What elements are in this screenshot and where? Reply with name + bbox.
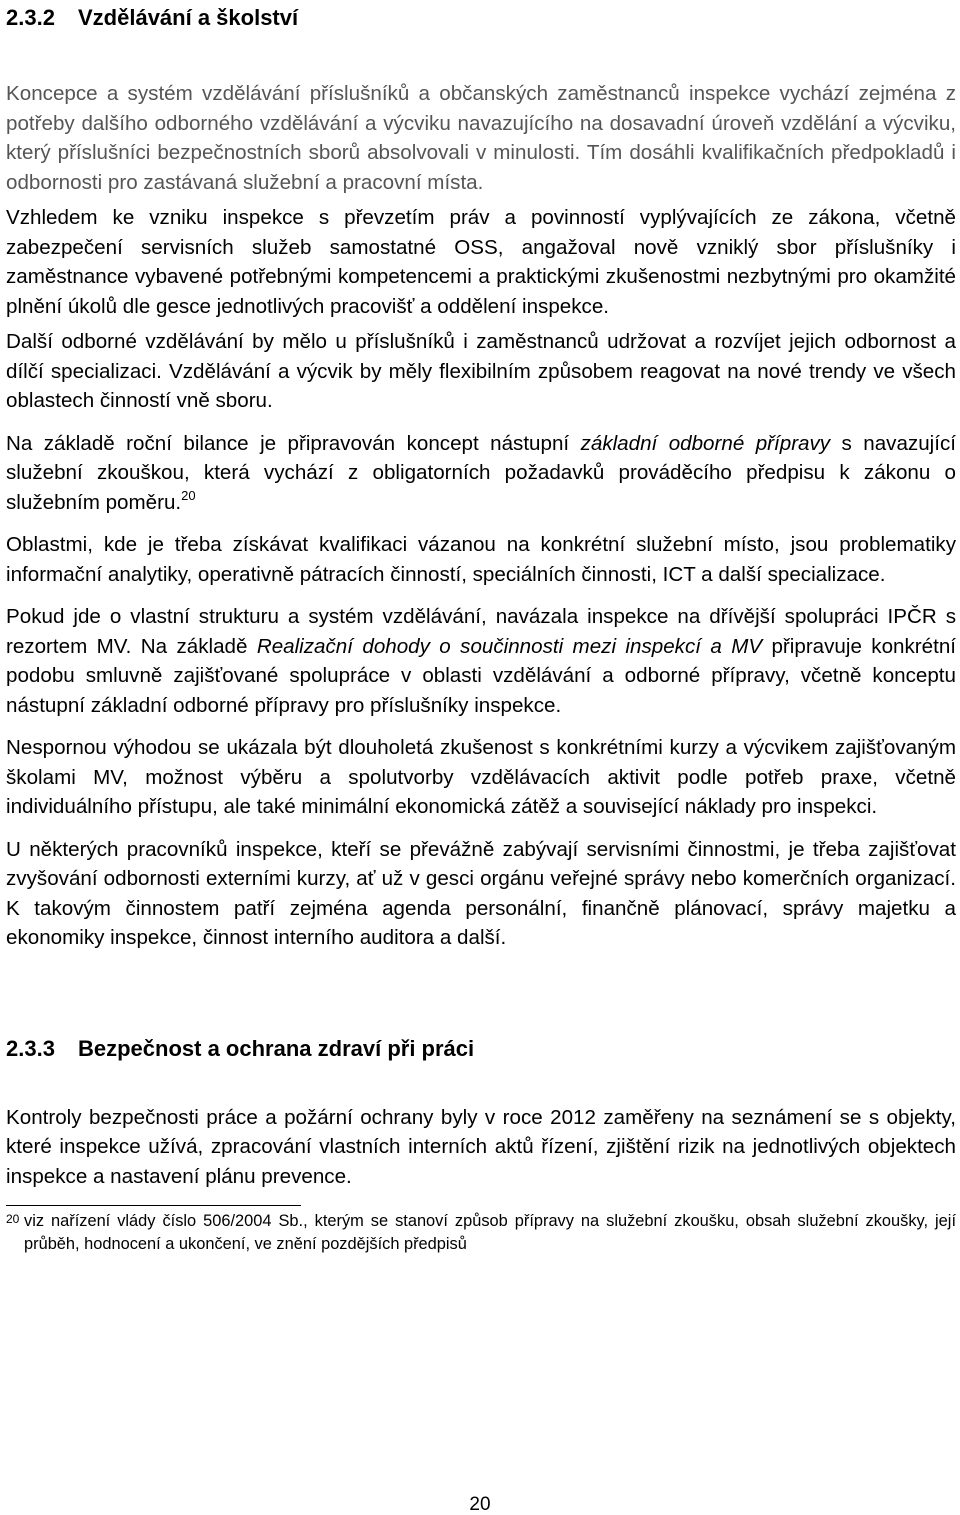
footnote-mark: 20 — [6, 1212, 20, 1226]
page-number: 20 — [469, 1494, 491, 1515]
text-run: připravuje konkrétní podobu smluvně zajišťované spolupráce v oblasti vzdělávání a odborné přípravy, včetně konceptu nástupní základní odborné přípravy pro příslušníky inspekce. — [6, 634, 956, 717]
footnote-separator — [6, 1205, 301, 1206]
section-number: 2.3.2 — [6, 5, 55, 30]
paragraph — [6, 429, 956, 518]
spacer — [6, 953, 956, 1035]
spacer — [6, 32, 956, 79]
italic-text: základní odborné přípravy — [580, 431, 831, 455]
footnote — [6, 1210, 956, 1256]
paragraph: Nespornou výhodou se ukázala být dlouholetá zkušenost s konkrétními kurzy a výcvikem zajišťovaným školami MV, možnost výběru a spolutvorby vzdělávacích aktivit podle potřeb praxe, včetně individuálního přístupu, ale také minimální ekonomická zátěž a související náklady pro inspekci. — [6, 736, 956, 818]
text-run: Pokud jde o vlastní strukturu a systém vzdělávání, navázala inspekce na dřívější spolupráci IPČR s rezortem MV. Na základě — [6, 605, 956, 658]
section-heading-bozp — [6, 1035, 956, 1063]
paragraph: U některých pracovníků inspekce, kteří se převážně zabývají servisními činnostmi, je třeba zajišťovat zvyšování odbornosti externími kurzy, ať už v gesci orgánu veřejné správy nebo komerčních organizací. K takovým činnostem patří zejména agenda personální, finančně plánovací, správy majetku a ekonomiky inspekce, činnost interního auditora a další. — [6, 837, 956, 949]
paragraph: Kontroly bezpečnosti práce a požární ochrany byly v roce 2012 zaměřeny na seznámení se s objekty, které inspekce užívá, zpracování vlastních interních aktů řízení, zjištění rizik na jednotlivých objektech inspekce a nastavení plánu prevence. — [6, 1105, 956, 1188]
italic-text: Realizační dohody o součinnosti mezi inspekcí a MV — [256, 634, 763, 658]
paragraph: Oblastmi, kde je třeba získávat kvalifikaci vázanou na konkrétní služební místo, jsou problematiky informační analytiky, operativně pátracích činností, speciálních činnosti, ICT a další specializace. — [6, 533, 956, 586]
section-title: Bezpečnost a ochrana zdraví při práci — [78, 1035, 475, 1061]
footnote-text: viz nařízení vlády číslo 506/2004 Sb., kterým se stanoví způsob přípravy na služební zkoušku, obsah služební zkoušky, její průběh, hodnocení a ukončení, ve znění pozdějších předpisů — [24, 1212, 956, 1253]
paragraph: Vzhledem ke vzniku inspekce s převzetím práv a povinností vyplývajících ze zákona, včetně zabezpečení servisních služeb samostatné OSS, angažoval nově vzniklý sbor příslušníky i zaměstnance vybavené potřebnými kompetencemi a praktickými zkušenostmi nezbytnými pro okamžité plnění úkolů dle gesce jednotlivých pracovišť a oddělení inspekce. — [6, 206, 956, 318]
spacer — [6, 1063, 956, 1103]
document-page — [6, 0, 956, 1256]
section-heading-vzdelavani — [6, 4, 956, 32]
paragraph: Další odborné vzdělávání by mělo u příslušníků i zaměstnanců udržovat a rozvíjet jejich odbornost a dílčí specializaci. Vzdělávání a výcvik by měly flexibilním způsobem reagovat na nové trendy ve všech oblastech činností vně sboru. — [6, 330, 956, 412]
text-run: Na základě roční bilance je připravován koncept nástupní — [6, 431, 581, 455]
text-run: s navazující služební zkouškou, která vychází z obligatorních požadavků prováděcího předpisu k zákonu o služebním poměru. — [6, 431, 956, 514]
section-title: Vzdělávání a školství — [78, 5, 299, 30]
footnote-reference: 20 — [181, 487, 196, 503]
paragraph: Koncepce a systém vzdělávání příslušníků a občanských zaměstnanců inspekce vychází zejména z potřeby dalšího odborného vzdělávání a výcviku navazujícího na dosavadní úroveň vzdělání a výcviku, který příslušníci bezpečnostních sborů absolvovali v minulosti. Tím dosáhli kvalifikačních předpokladů i odbornosti pro zastávaná služební a pracovní místa. — [6, 82, 956, 194]
paragraph — [6, 602, 956, 720]
section-number: 2.3.3 — [6, 1035, 55, 1061]
